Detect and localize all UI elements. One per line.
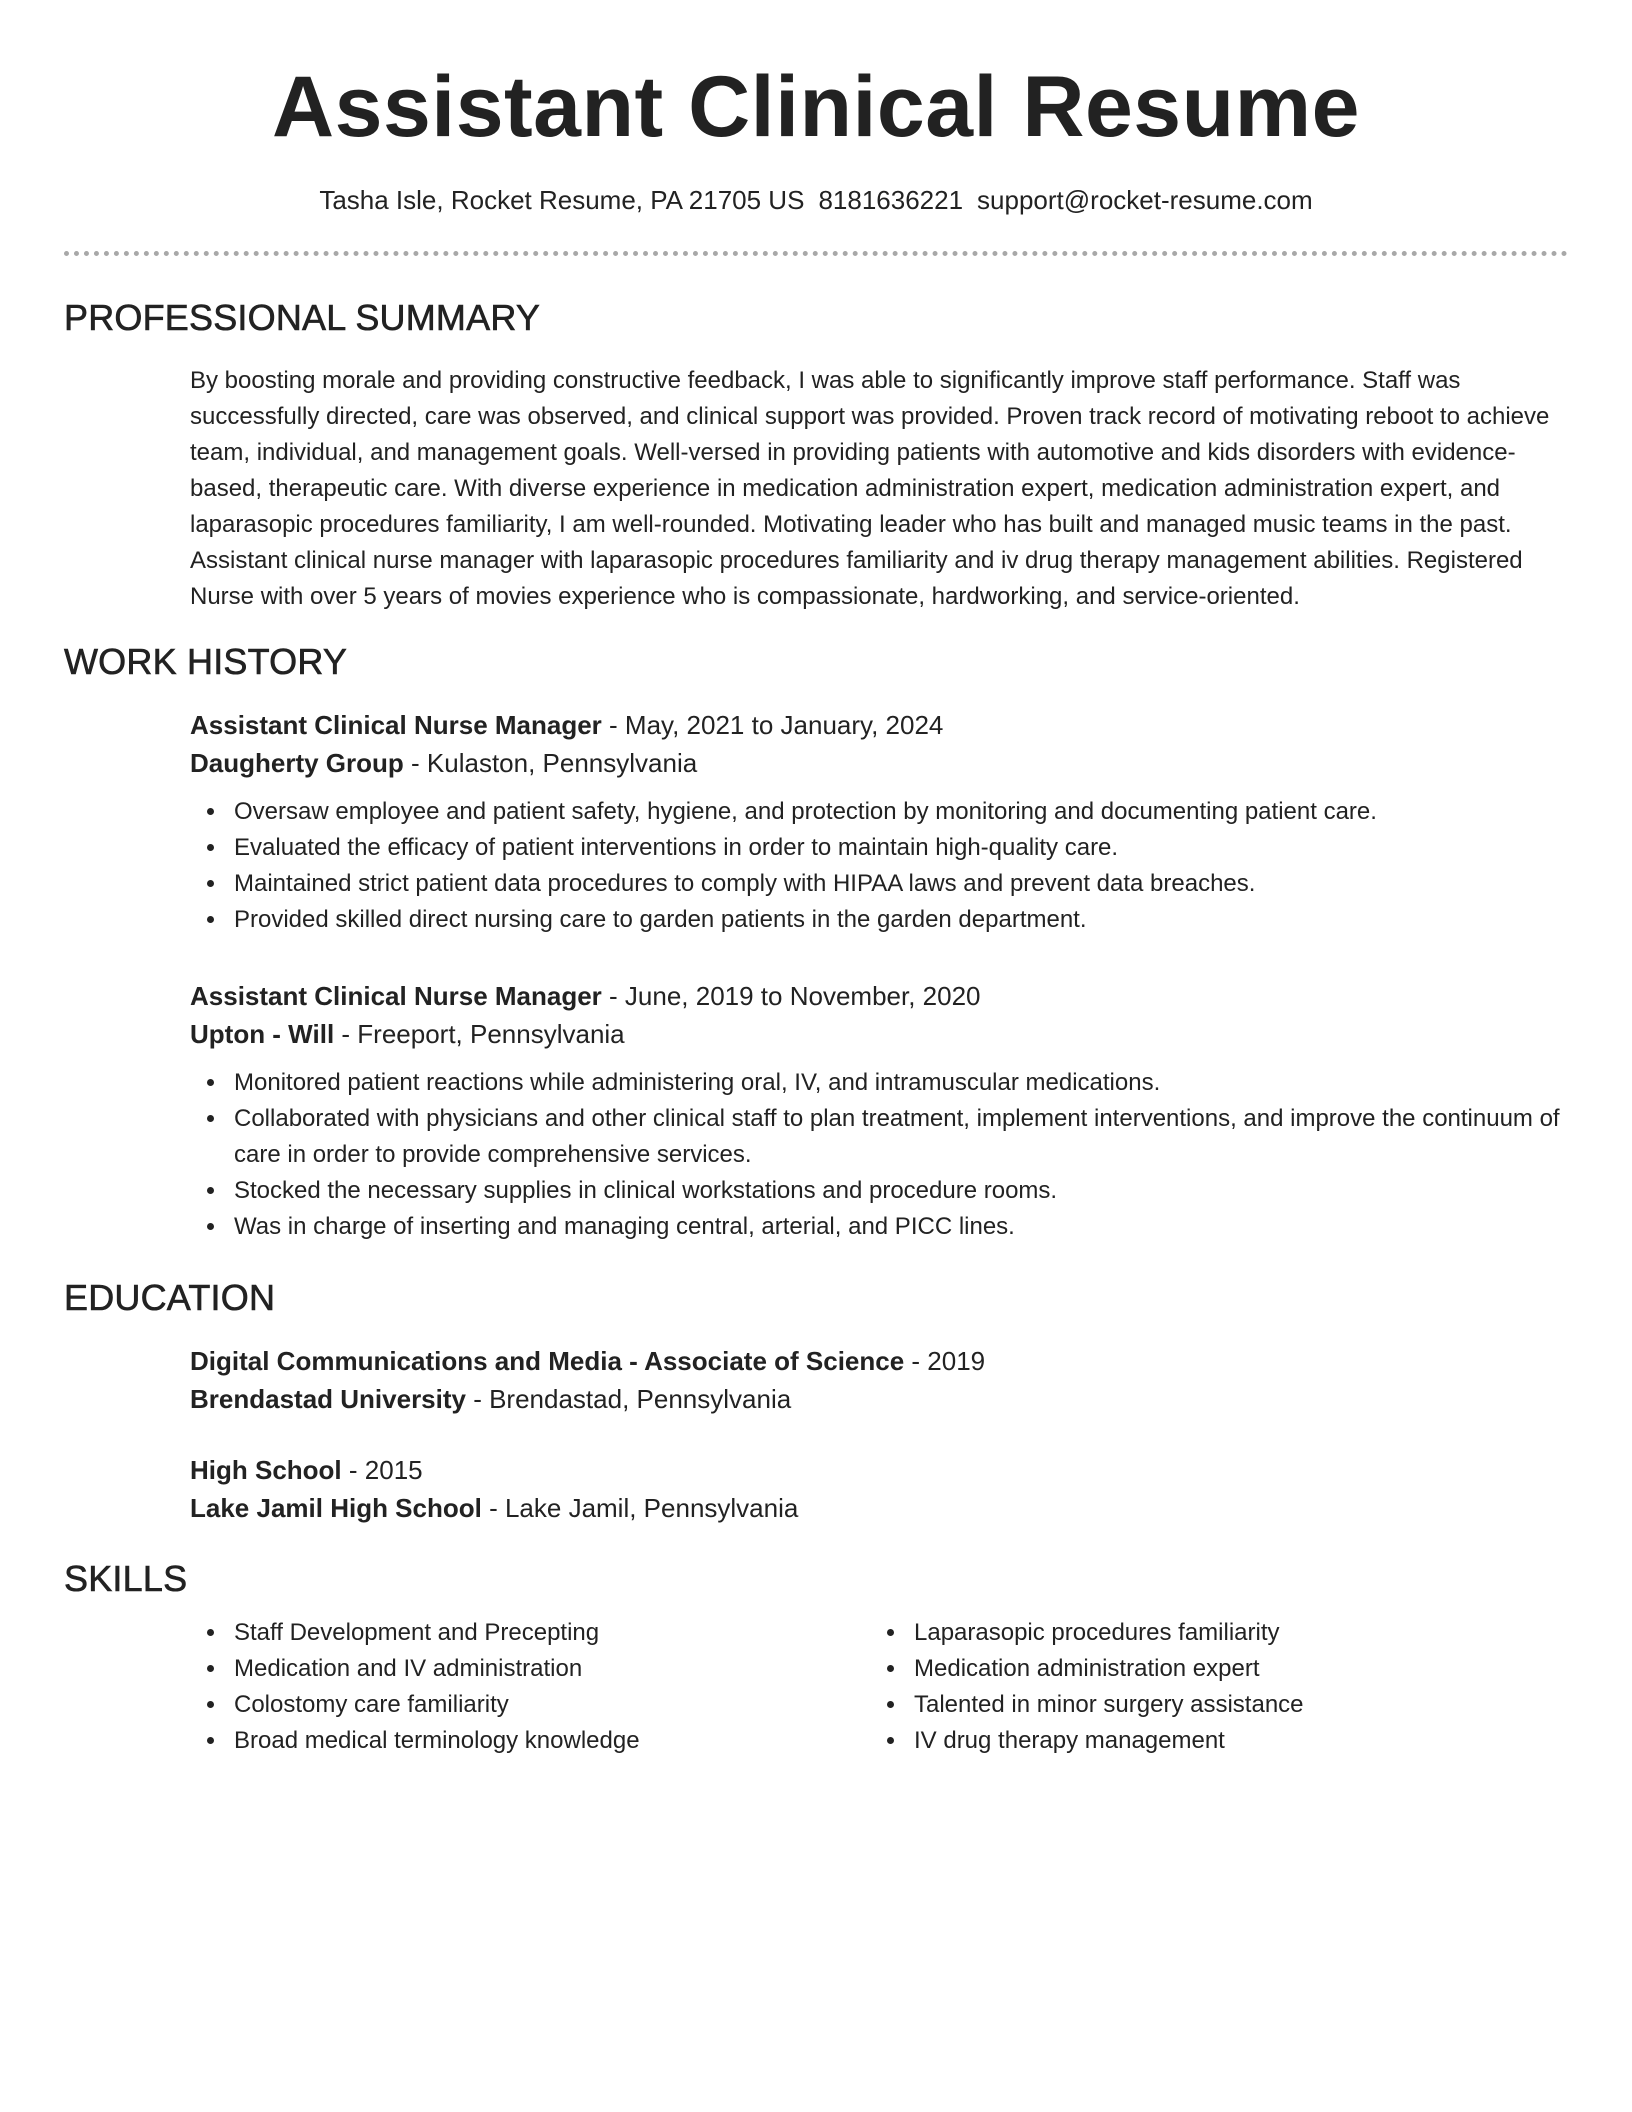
job-dates: - May, 2021 to January, 2024	[601, 710, 944, 740]
job-title: Assistant Clinical Nurse Manager	[190, 981, 602, 1011]
job-entry	[190, 706, 1568, 938]
job-duty: Oversaw employee and patient safety, hygiene, and protection by monitoring and documenting patient care.	[190, 794, 1568, 830]
job-duty: Was in charge of inserting and managing central, arterial, and PICC lines.	[190, 1209, 1568, 1245]
job-duty: Collaborated with physicians and other clinical staff to plan treatment, implement interventions, and improve the continuum of care in order to provide comprehensive services.	[190, 1101, 1568, 1173]
contact-line	[0, 182, 1632, 218]
job-duty: Provided skilled direct nursing care to garden patients in the garden department.	[190, 902, 1568, 938]
job-title-line	[190, 706, 1568, 744]
contact-address: Tasha Isle, Rocket Resume, PA 21705 US	[319, 185, 805, 215]
job-title-line	[190, 977, 1568, 1015]
job-entry	[190, 977, 1568, 1245]
job-location: - Kulaston, Pennsylvania	[403, 748, 698, 778]
degree-line	[190, 1342, 1568, 1380]
job-company: Daugherty Group	[190, 748, 404, 778]
skill-item: Colostomy care familiarity	[190, 1687, 870, 1723]
skills-list-left	[190, 1615, 870, 1759]
skill-item: IV drug therapy management	[870, 1723, 1550, 1759]
skills-section	[190, 1615, 1568, 1759]
education-entry	[190, 1451, 1568, 1527]
contact-email: support@rocket-resume.com	[977, 185, 1313, 215]
degree: High School	[190, 1455, 342, 1485]
job-duty: Monitored patient reactions while administering oral, IV, and intramuscular medications.	[190, 1065, 1568, 1101]
summary-section	[190, 363, 1568, 615]
job-dates: - June, 2019 to November, 2020	[601, 981, 981, 1011]
job-duties-list	[190, 794, 1568, 938]
education-heading: EDUCATION	[64, 1277, 276, 1318]
degree-line	[190, 1451, 1568, 1489]
school-line	[190, 1489, 1568, 1527]
job-location: - Freeport, Pennsylvania	[334, 1019, 625, 1049]
job-duty: Maintained strict patient data procedures to comply with HIPAA laws and prevent data breaches.	[190, 866, 1568, 902]
job-company-line	[190, 1015, 1568, 1053]
education-entry	[190, 1342, 1568, 1418]
school-location: - Brendastad, Pennsylvania	[465, 1384, 792, 1414]
skill-item: Staff Development and Precepting	[190, 1615, 870, 1651]
degree: Digital Communications and Media - Associate of Science	[190, 1346, 905, 1376]
school: Brendastad University	[190, 1384, 466, 1414]
skill-item: Laparasopic procedures familiarity	[870, 1615, 1550, 1651]
resume-title: Assistant Clinical Resume	[272, 59, 1360, 155]
degree-year: - 2019	[904, 1346, 986, 1376]
school-location: - Lake Jamil, Pennsylvania	[481, 1493, 799, 1523]
summary-text: By boosting morale and providing constructive feedback, I was able to significantly improve staff performance. Staff was successfully directed, care was observed, and clinical support was provided. Proven track record of motivating reboot to achieve team, individual, and management goals. Well-versed in providing patients with automotive and kids disorders with evidence-based, therapeutic care. With diverse experience in medication administration expert, medication administration expert, and laparasopic procedures familiarity, I am well-rounded. Motivating leader who has built and managed music teams in the past. Assistant clinical nurse manager with laparasopic procedures familiarity and iv drug therapy management abilities. Registered Nurse with over 5 years of movies experience who is compassionate, hardworking, and service-oriented.	[190, 367, 1550, 610]
job-title: Assistant Clinical Nurse Manager	[190, 710, 602, 740]
job-duty: Stocked the necessary supplies in clinical workstations and procedure rooms.	[190, 1173, 1568, 1209]
school: Lake Jamil High School	[190, 1493, 482, 1523]
contact-phone: 8181636221	[818, 185, 964, 215]
header-divider	[64, 251, 1568, 256]
school-line	[190, 1380, 1568, 1418]
skill-item: Broad medical terminology knowledge	[190, 1723, 870, 1759]
work-history-heading: WORK HISTORY	[64, 641, 348, 682]
summary-heading: PROFESSIONAL SUMMARY	[64, 297, 541, 338]
job-company: Upton - Will	[190, 1019, 335, 1049]
job-duties-list	[190, 1065, 1568, 1245]
skill-item: Medication administration expert	[870, 1651, 1550, 1687]
job-company-line	[190, 744, 1568, 782]
skills-list-right	[870, 1615, 1550, 1759]
skill-item: Medication and IV administration	[190, 1651, 870, 1687]
skills-heading: SKILLS	[64, 1558, 188, 1599]
degree-year: - 2015	[341, 1455, 423, 1485]
skill-item: Talented in minor surgery assistance	[870, 1687, 1550, 1723]
job-duty: Evaluated the efficacy of patient interventions in order to maintain high-quality care.	[190, 830, 1568, 866]
skills-grid	[190, 1615, 1568, 1759]
